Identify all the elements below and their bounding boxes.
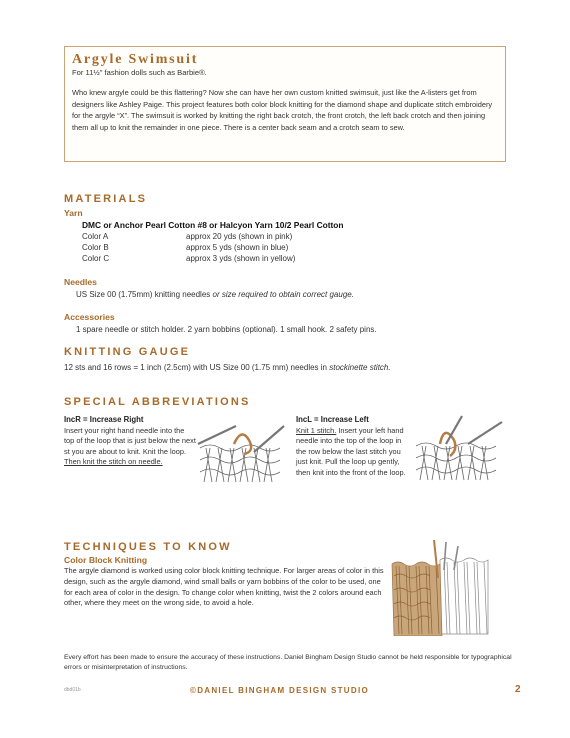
disclaimer-note: Every effort has been made to ensure the accuracy of these instructions. Daniel Bingham Design Studio cannot be held responsible for typographical errors or misinterpretation of instructions. [64, 654, 512, 671]
studio-name: ©DANIEL BINGHAM DESIGN STUDIO [190, 686, 370, 695]
increase-left-illustration [412, 414, 504, 486]
color-c-amount: approx 3 yds (shown in yellow) [186, 254, 296, 263]
incl-body [296, 426, 408, 478]
yarn-label: Yarn [64, 208, 83, 218]
yarn-name: DMC or Anchor Pearl Cotton #8 or Halcyon Yarn 10/2 Pearl Cotton [82, 220, 344, 230]
pattern-code: dbd01b [64, 687, 81, 693]
incl-body-underlined: Knit 1 stitch. [296, 426, 337, 435]
gauge-text [64, 362, 391, 373]
abbreviations-heading: SPECIAL ABBREVIATIONS [64, 396, 251, 408]
accessories-label: Accessories [64, 312, 115, 322]
color-a-amount: approx 20 yds (shown in pink) [186, 232, 293, 241]
gauge-main: 12 sts and 16 rows = 1 inch (2.5cm) with US Size 00 (1.75 mm) needles in [64, 363, 330, 372]
pattern-subtitle: For 11½" fashion dolls such as Barbie®. [72, 68, 207, 77]
accessories-text: 1 spare needle or stitch holder. 2 yarn bobbins (optional). 1 small hook. 2 safety pins. [76, 325, 377, 334]
needles-label: Needles [64, 277, 97, 287]
incl-body-main: Insert your left hand needle into the top of the loop in the row below the last stitch you just knit. Pull the loop up gently, then knit into the front of the loop. [296, 426, 406, 477]
color-block-knitting-illustration [388, 540, 494, 636]
incr-body [64, 426, 196, 468]
incr-body-underlined: Then knit the stitch on needle. [64, 457, 163, 467]
gauge-italic: stockinette stitch. [329, 363, 391, 372]
color-c-name: Color C [82, 254, 110, 263]
page-number: 2 [515, 684, 521, 695]
techniques-heading: TECHNIQUES TO KNOW [64, 541, 232, 553]
needles-text [76, 289, 354, 300]
pattern-header-box [64, 46, 506, 162]
incr-title: IncR = Increase Right [64, 415, 144, 424]
materials-heading: MATERIALS [64, 193, 148, 205]
pattern-title: Argyle Swimsuit [72, 52, 199, 67]
color-b-amount: approx 5 yds (shown in blue) [186, 243, 289, 252]
color-a-name: Color A [82, 232, 109, 241]
color-block-body: The argyle diamond is worked using color block knitting technique. For larger areas of color in this design, such as the argyle diamond, wind small balls or yarn bobbins of the color to be used, one for each area of color in the design. To change color when knitting, twist the 2 colors around each other, where they meet on the wrong side, to avoid a hole. [64, 566, 384, 608]
needles-italic: or size required to obtain correct gauge. [210, 290, 354, 299]
color-block-subheading: Color Block Knitting [64, 555, 148, 565]
incl-title: IncL = Increase Left [296, 415, 369, 424]
gauge-heading: KNITTING GAUGE [64, 346, 191, 358]
incr-body-main: Insert your right hand needle into the top of the loop that is just below the next st you are about to knit. Knit the loop. [64, 426, 196, 456]
needles-main: US Size 00 (1.75mm) knitting needles [76, 290, 211, 299]
color-b-name: Color B [82, 243, 109, 252]
pattern-intro: Who knew argyle could be this flattering? Now she can have her own custom knitted swimsuit, just like the A-listers get from designers like Ashley Paige. This project features both color block knitting for the diamond shape and duplicate stitch embroidery for the argyle “X”. The swimsuit is worked by knitting the right back crotch, the front crotch, the left back crotch and then joining them all up to knit the remainder in one piece. There is a center back seam and a crotch seam to sew. [72, 88, 493, 132]
increase-right-illustration [196, 418, 288, 488]
